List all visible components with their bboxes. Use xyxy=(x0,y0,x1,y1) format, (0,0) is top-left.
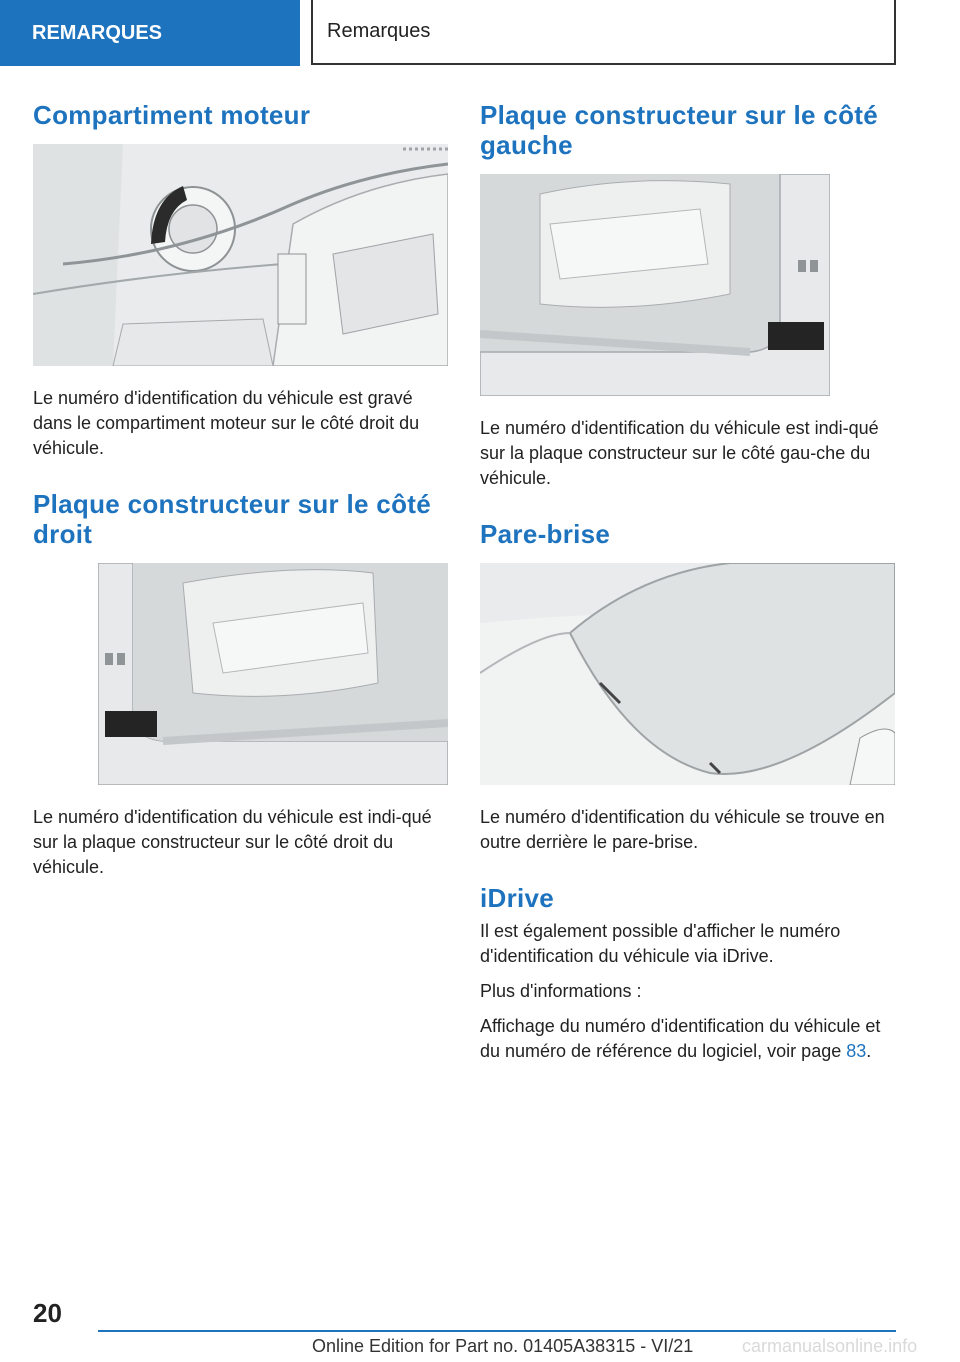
right-plate-text: Le numéro d'identification du véhicule est indi-qué sur la plaque constructeur sur le côté droit du véhicule. xyxy=(33,807,432,877)
footer-divider xyxy=(98,1330,896,1332)
left-column xyxy=(33,100,448,890)
right-column xyxy=(480,100,895,1074)
watermark: carmanualsonline.info xyxy=(742,1336,918,1356)
heading-windshield: Pare-brise xyxy=(480,519,611,549)
left-plate-text: Le numéro d'identification du véhicule est indi-qué sur la plaque constructeur sur le côté gau-che du véhicule. xyxy=(480,418,879,488)
edition-text: Online Edition for Part no. 01405A38315 - VI/21 xyxy=(312,1336,694,1356)
heading-idrive: iDrive xyxy=(480,883,555,913)
idrive-reference xyxy=(480,1014,895,1064)
windshield-illustration xyxy=(480,563,895,785)
chapter-title: Remarques xyxy=(327,20,431,42)
heading-left-plate: Plaque constructeur sur le côté gauche xyxy=(480,100,878,160)
section-tab-label: REMARQUES xyxy=(32,21,163,44)
chapter-header xyxy=(311,0,896,65)
more-info-label: Plus d'informations : xyxy=(480,981,642,1001)
engine-compartment-text: Le numéro d'identification du véhicule est gravé dans le compartiment moteur sur le côté droit du véhicule. xyxy=(33,388,420,458)
left-door-pillar-illustration xyxy=(480,174,895,396)
section-tab xyxy=(0,0,300,66)
heading-engine-compartment: Compartiment moteur xyxy=(33,100,311,130)
engine-compartment-illustration xyxy=(33,144,448,366)
page-link[interactable]: 83 xyxy=(846,1041,867,1061)
windshield-text: Le numéro d'identification du véhicule se trouve en outre derrière le pare-brise. xyxy=(480,807,885,852)
idrive-reference-text: Affichage du numéro d'identification du véhicule et du numéro de référence du logiciel, voir page xyxy=(480,1016,881,1061)
reference-end: . xyxy=(866,1041,872,1061)
page-number: 20 xyxy=(33,1298,62,1328)
right-door-pillar-illustration xyxy=(33,563,448,785)
heading-right-plate: Plaque constructeur sur le côté droit xyxy=(33,489,431,549)
idrive-text: Il est également possible d'afficher le numéro d'identification du véhicule via iDrive. xyxy=(480,921,841,966)
